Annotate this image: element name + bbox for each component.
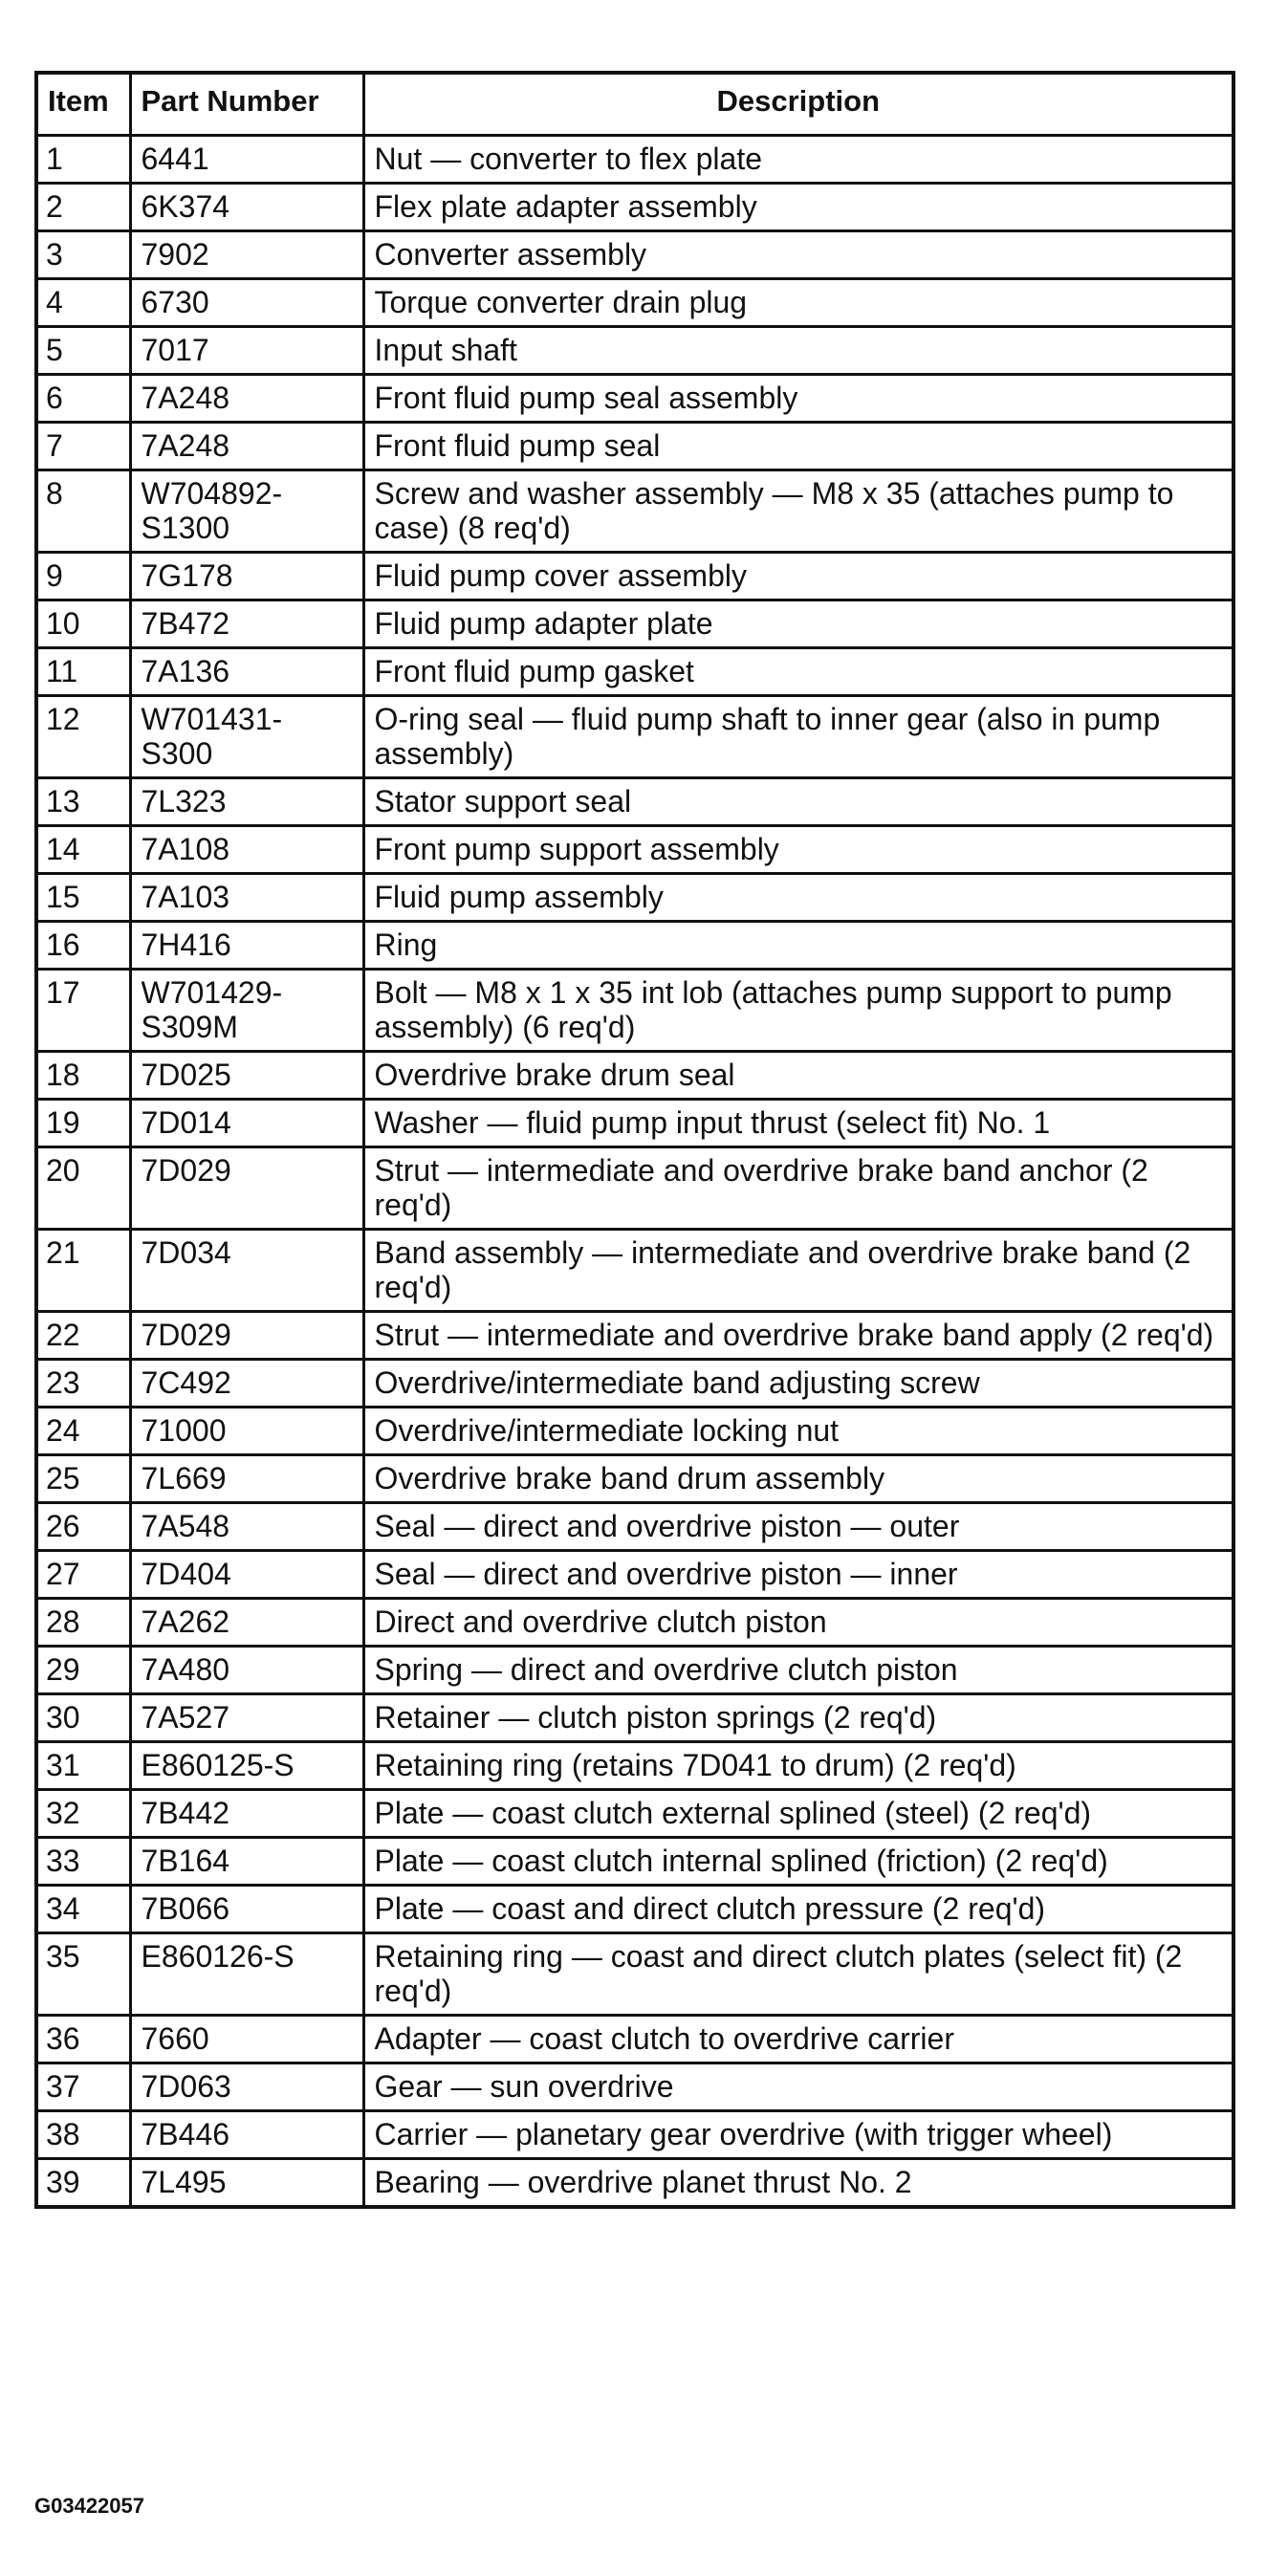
part-number — [130, 1647, 363, 1694]
table-row — [36, 648, 1233, 696]
part-number — [130, 231, 363, 279]
table-row — [36, 1503, 1233, 1551]
part-number-line: 7G178 — [141, 558, 233, 593]
part-number — [130, 1360, 363, 1408]
table-row — [36, 1647, 1233, 1694]
table-row — [36, 1100, 1233, 1147]
item-number: 18 — [36, 1052, 130, 1100]
part-number — [130, 423, 363, 470]
item-number: 33 — [36, 1838, 130, 1886]
table-row — [36, 1933, 1233, 2016]
part-number — [130, 1838, 363, 1886]
table-row — [36, 1147, 1233, 1230]
part-number-line: 7D025 — [141, 1058, 231, 1092]
part-description: Strut — intermediate and overdrive brake band apply (2 req'd) — [363, 1312, 1233, 1360]
header-description: Description — [363, 73, 1233, 136]
part-description: Plate — coast clutch external splined (steel) (2 req'd) — [363, 1790, 1233, 1838]
header-item: Item — [36, 73, 130, 136]
part-number — [130, 327, 363, 375]
table-row — [36, 1694, 1233, 1742]
part-number-line: E860126-S — [141, 1939, 295, 1974]
table-row — [36, 2159, 1233, 2208]
part-description: Overdrive/intermediate band adjusting screw — [363, 1360, 1233, 1408]
part-number-line: 7D029 — [141, 1153, 231, 1188]
part-number-line: 7A248 — [141, 381, 230, 415]
part-number-line: 7B472 — [141, 606, 230, 641]
item-number: 17 — [36, 970, 130, 1052]
part-number-line: 7B066 — [141, 1891, 230, 1926]
part-number — [130, 279, 363, 327]
part-number — [130, 1230, 363, 1312]
table-row — [36, 1742, 1233, 1790]
table-row — [36, 231, 1233, 279]
part-number — [130, 648, 363, 696]
part-number-line: 7D063 — [141, 2069, 231, 2104]
part-description: Seal — direct and overdrive piston — outer — [363, 1503, 1233, 1551]
part-description: Overdrive brake drum seal — [363, 1052, 1233, 1100]
part-number — [130, 874, 363, 922]
part-description: Bolt — M8 x 1 x 35 int lob (attaches pump support to pump assembly) (6 req'd) — [363, 970, 1233, 1052]
table-row — [36, 600, 1233, 648]
part-number-line: 7D029 — [141, 1318, 231, 1352]
part-number — [130, 375, 363, 423]
item-number: 21 — [36, 1230, 130, 1312]
table-row — [36, 970, 1233, 1052]
item-number: 9 — [36, 553, 130, 600]
item-number: 32 — [36, 1790, 130, 1838]
table-row — [36, 1312, 1233, 1360]
part-number — [130, 470, 363, 553]
item-number: 28 — [36, 1599, 130, 1647]
part-description: O-ring seal — fluid pump shaft to inner gear (also in pump assembly) — [363, 696, 1233, 778]
item-number: 5 — [36, 327, 130, 375]
part-number-line: 7L495 — [141, 2165, 227, 2199]
part-number-line: 7D034 — [141, 1235, 231, 1270]
part-number — [130, 2111, 363, 2159]
part-number-line: 7A108 — [141, 832, 230, 866]
part-number-line: 7A527 — [141, 1700, 230, 1735]
table-row — [36, 826, 1233, 874]
item-number: 4 — [36, 279, 130, 327]
part-description: Retaining ring (retains 7D041 to drum) (2 req'd) — [363, 1742, 1233, 1790]
item-number: 20 — [36, 1147, 130, 1230]
table-row — [36, 1790, 1233, 1838]
part-description: Fluid pump adapter plate — [363, 600, 1233, 648]
item-number: 8 — [36, 470, 130, 553]
part-number — [130, 1886, 363, 1933]
part-number-line: 7A248 — [141, 428, 230, 463]
part-number-line: 7A262 — [141, 1605, 230, 1639]
part-number — [130, 1455, 363, 1503]
part-description: Overdrive/intermediate locking nut — [363, 1408, 1233, 1455]
table-row — [36, 1455, 1233, 1503]
item-number: 25 — [36, 1455, 130, 1503]
part-description: Plate — coast and direct clutch pressure (2 req'd) — [363, 1886, 1233, 1933]
part-number-line: S300 — [141, 736, 213, 771]
part-number-line: 6K374 — [141, 189, 230, 224]
item-number: 37 — [36, 2063, 130, 2111]
item-number: 2 — [36, 184, 130, 231]
part-number-line: 7L669 — [141, 1461, 227, 1495]
item-number: 29 — [36, 1647, 130, 1694]
table-row — [36, 874, 1233, 922]
part-description: Ring — [363, 922, 1233, 970]
item-number: 34 — [36, 1886, 130, 1933]
item-number: 23 — [36, 1360, 130, 1408]
item-number: 10 — [36, 600, 130, 648]
part-number — [130, 553, 363, 600]
part-number-line: 7B164 — [141, 1844, 230, 1878]
part-description: Band assembly — intermediate and overdrive brake band (2 req'd) — [363, 1230, 1233, 1312]
table-row — [36, 696, 1233, 778]
item-number: 3 — [36, 231, 130, 279]
part-description: Retainer — clutch piston springs (2 req'd) — [363, 1694, 1233, 1742]
part-description: Direct and overdrive clutch piston — [363, 1599, 1233, 1647]
item-number: 22 — [36, 1312, 130, 1360]
part-description: Adapter — coast clutch to overdrive carrier — [363, 2016, 1233, 2063]
part-description: Spring — direct and overdrive clutch piston — [363, 1647, 1233, 1694]
part-number — [130, 826, 363, 874]
part-number — [130, 1503, 363, 1551]
part-number — [130, 970, 363, 1052]
part-number — [130, 1742, 363, 1790]
item-number: 7 — [36, 423, 130, 470]
item-number: 31 — [36, 1742, 130, 1790]
part-number — [130, 778, 363, 826]
part-number-line: 7A103 — [141, 880, 230, 914]
item-number: 16 — [36, 922, 130, 970]
part-description: Fluid pump assembly — [363, 874, 1233, 922]
table-row — [36, 553, 1233, 600]
item-number: 26 — [36, 1503, 130, 1551]
part-number — [130, 136, 363, 184]
header-part-number: Part Number — [130, 73, 363, 136]
part-description: Overdrive brake band drum assembly — [363, 1455, 1233, 1503]
part-number-line: 6730 — [141, 285, 209, 319]
part-number — [130, 600, 363, 648]
part-number — [130, 922, 363, 970]
table-row — [36, 1886, 1233, 1933]
part-description: Washer — fluid pump input thrust (select fit) No. 1 — [363, 1100, 1233, 1147]
item-number: 39 — [36, 2159, 130, 2208]
part-number — [130, 1551, 363, 1599]
table-row — [36, 375, 1233, 423]
part-number — [130, 1933, 363, 2016]
part-description: Plate — coast clutch internal splined (friction) (2 req'd) — [363, 1838, 1233, 1886]
table-body — [36, 136, 1233, 2208]
table-row — [36, 1838, 1233, 1886]
part-number — [130, 2159, 363, 2208]
item-number: 35 — [36, 1933, 130, 2016]
part-number — [130, 184, 363, 231]
table-row — [36, 922, 1233, 970]
figure-id: G03422057 — [34, 2494, 144, 2518]
part-number — [130, 696, 363, 778]
part-number — [130, 1147, 363, 1230]
part-description: Front pump support assembly — [363, 826, 1233, 874]
part-number-line: E860125-S — [141, 1748, 295, 1782]
part-number — [130, 2063, 363, 2111]
part-description: Converter assembly — [363, 231, 1233, 279]
part-description: Screw and washer assembly — M8 x 35 (attaches pump to case) (8 req'd) — [363, 470, 1233, 553]
part-description: Front fluid pump gasket — [363, 648, 1233, 696]
part-number-line: W701429- — [141, 975, 283, 1010]
part-description: Stator support seal — [363, 778, 1233, 826]
item-number: 27 — [36, 1551, 130, 1599]
part-number-line: 7A548 — [141, 1509, 230, 1543]
item-number: 6 — [36, 375, 130, 423]
table-row — [36, 1599, 1233, 1647]
table-row — [36, 778, 1233, 826]
part-description: Carrier — planetary gear overdrive (with trigger wheel) — [363, 2111, 1233, 2159]
part-number-line: 7660 — [141, 2021, 209, 2056]
item-number: 14 — [36, 826, 130, 874]
parts-table-container — [34, 71, 1232, 2209]
part-description: Fluid pump cover assembly — [363, 553, 1233, 600]
parts-table — [34, 71, 1235, 2209]
part-number-line: 71000 — [141, 1413, 227, 1448]
item-number: 19 — [36, 1100, 130, 1147]
item-number: 36 — [36, 2016, 130, 2063]
table-row — [36, 1551, 1233, 1599]
part-number-line: W701431- — [141, 702, 283, 736]
part-description: Front fluid pump seal — [363, 423, 1233, 470]
part-number — [130, 1408, 363, 1455]
part-number-line: 6441 — [141, 142, 209, 176]
part-description: Retaining ring — coast and direct clutch plates (select fit) (2 req'd) — [363, 1933, 1233, 2016]
part-number-line: 7D404 — [141, 1557, 231, 1591]
part-number — [130, 1694, 363, 1742]
part-number-line: 7A136 — [141, 654, 230, 688]
part-number-line: 7C492 — [141, 1365, 231, 1400]
item-number: 1 — [36, 136, 130, 184]
table-row — [36, 1052, 1233, 1100]
item-number: 38 — [36, 2111, 130, 2159]
table-row — [36, 2016, 1233, 2063]
item-number: 13 — [36, 778, 130, 826]
item-number: 12 — [36, 696, 130, 778]
part-number-line: 7902 — [141, 237, 209, 272]
part-number — [130, 1790, 363, 1838]
table-row — [36, 1230, 1233, 1312]
table-row — [36, 327, 1233, 375]
table-row — [36, 470, 1233, 553]
table-row — [36, 2111, 1233, 2159]
part-description: Torque converter drain plug — [363, 279, 1233, 327]
part-number — [130, 1599, 363, 1647]
part-description: Strut — intermediate and overdrive brake band anchor (2 req'd) — [363, 1147, 1233, 1230]
table-row — [36, 2063, 1233, 2111]
table-row — [36, 1360, 1233, 1408]
table-header-row — [36, 73, 1233, 136]
part-number-line: 7017 — [141, 333, 209, 367]
part-number-line: 7B442 — [141, 1796, 230, 1830]
part-description: Front fluid pump seal assembly — [363, 375, 1233, 423]
part-number — [130, 1100, 363, 1147]
part-description: Gear — sun overdrive — [363, 2063, 1233, 2111]
table-row — [36, 184, 1233, 231]
part-number-line: W704892- — [141, 476, 283, 511]
part-number-line: 7H416 — [141, 928, 231, 962]
part-description: Nut — converter to flex plate — [363, 136, 1233, 184]
part-number-line: S1300 — [141, 511, 230, 545]
part-number-line: 7L323 — [141, 784, 227, 819]
item-number: 11 — [36, 648, 130, 696]
part-number — [130, 2016, 363, 2063]
table-row — [36, 423, 1233, 470]
part-description: Seal — direct and overdrive piston — inner — [363, 1551, 1233, 1599]
table-row — [36, 1408, 1233, 1455]
part-number-line: 7B446 — [141, 2117, 230, 2151]
part-number-line: S309M — [141, 1010, 238, 1044]
item-number: 24 — [36, 1408, 130, 1455]
part-description: Input shaft — [363, 327, 1233, 375]
item-number: 30 — [36, 1694, 130, 1742]
part-number — [130, 1052, 363, 1100]
table-row — [36, 136, 1233, 184]
part-number-line: 7A480 — [141, 1652, 230, 1687]
part-description: Bearing — overdrive planet thrust No. 2 — [363, 2159, 1233, 2208]
part-number — [130, 1312, 363, 1360]
part-number-line: 7D014 — [141, 1105, 231, 1140]
item-number: 15 — [36, 874, 130, 922]
table-row — [36, 279, 1233, 327]
part-description: Flex plate adapter assembly — [363, 184, 1233, 231]
